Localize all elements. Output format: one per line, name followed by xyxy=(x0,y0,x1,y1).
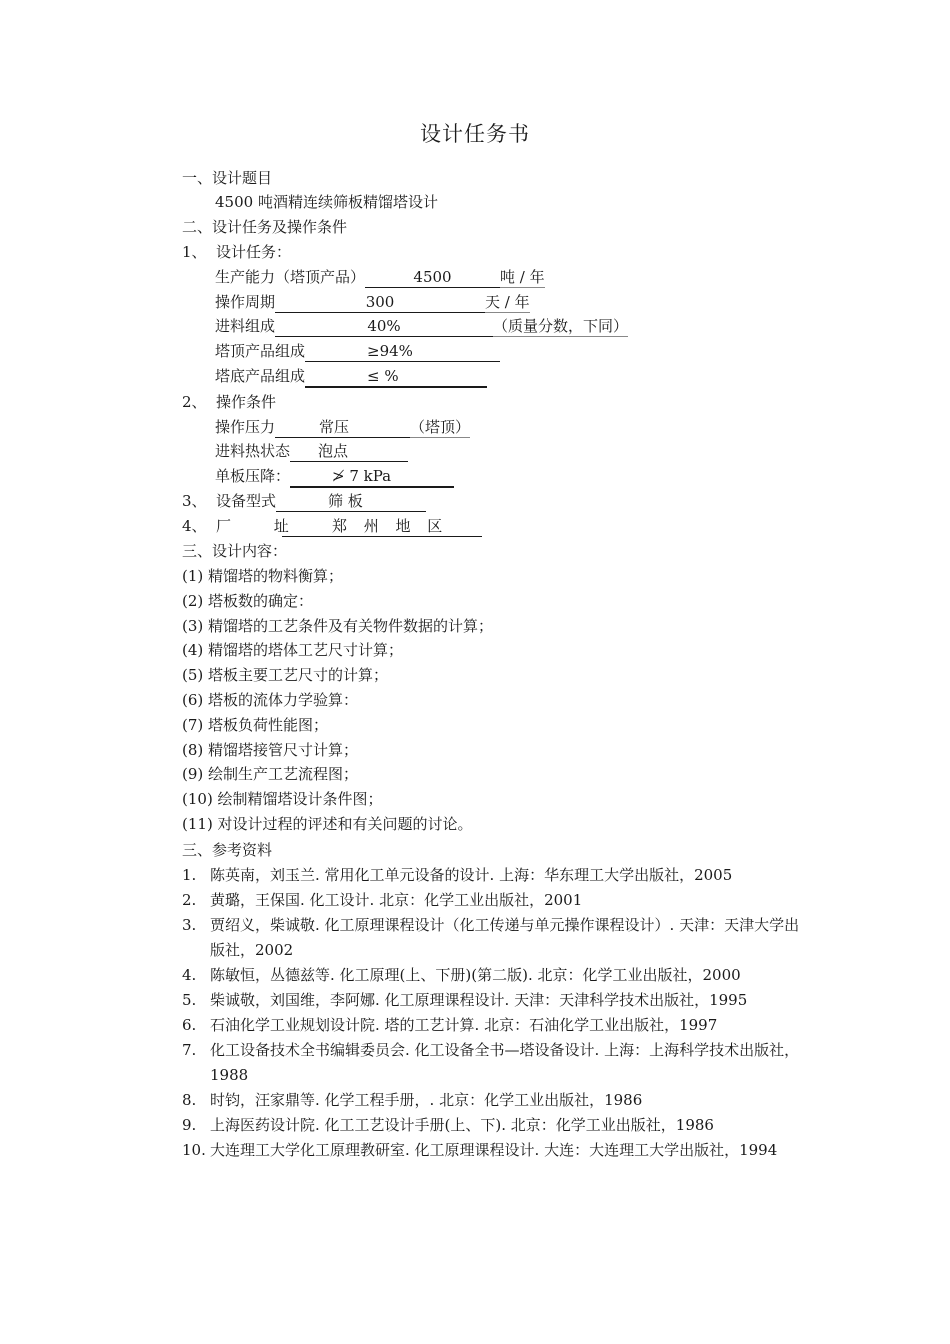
design-content-item: (4) 精馏塔的塔体工艺尺寸计算； xyxy=(182,641,404,660)
design-content-item: (7) 塔板负荷性能图； xyxy=(182,715,329,734)
design-topic: 4500 吨酒精连续筛板精馏塔设计 xyxy=(215,193,438,211)
thermal-state-value-line xyxy=(290,441,408,462)
thermal-state-row xyxy=(215,439,408,463)
conditions-heading-number: 2、 xyxy=(182,393,207,411)
reference-item xyxy=(182,1088,812,1113)
task-heading-number: 1、 xyxy=(182,243,207,261)
reference-item xyxy=(182,913,812,963)
reference-item xyxy=(182,988,812,1013)
reference-item xyxy=(182,888,812,913)
reference-number: 6. xyxy=(182,1016,197,1034)
pressure-row xyxy=(215,415,470,439)
reference-number: 5. xyxy=(182,991,197,1009)
equipment-value: 筛 板 xyxy=(328,492,363,510)
section-4-heading: 三、参考资料 xyxy=(182,841,273,859)
reference-item xyxy=(182,863,812,888)
reference-list xyxy=(182,863,812,1163)
equipment-label: 设备型式 xyxy=(216,492,277,510)
document-title: 设计任务书 xyxy=(420,122,530,146)
design-content-item: (11) 对设计过程的评述和有关问题的讨论。 xyxy=(182,814,473,833)
reference-number: 10. xyxy=(182,1141,206,1159)
reference-text: 大连理工大学化工原理教研室. 化工原理课程设计. 大连：大连理工大学出版社，1994 xyxy=(210,1141,778,1159)
reference-number: 7. xyxy=(182,1041,197,1059)
feed-value: 40% xyxy=(275,316,493,337)
conditions-heading: 操作条件 xyxy=(216,393,277,411)
pressure-drop-row xyxy=(215,464,454,488)
pressure-drop-value: ≯ 7 kPa xyxy=(332,467,392,485)
reference-item xyxy=(182,1138,812,1163)
period-unit: 天 / 年 xyxy=(485,293,530,311)
reference-text: 陈敏恒，丛德兹等. 化工原理(上、下册)(第二版). 北京：化学工业出版社，2000 xyxy=(210,966,741,984)
pressure-value-line xyxy=(275,417,410,438)
reference-item xyxy=(182,1038,812,1088)
bottom-product-row xyxy=(215,364,487,388)
bottom-product-value-line xyxy=(305,366,487,388)
site-row xyxy=(182,514,482,538)
thermal-state-label: 进料热状态 xyxy=(215,442,291,460)
design-content-item: (9) 绘制生产工艺流程图； xyxy=(182,765,359,784)
feed-note: （质量分数，下同） xyxy=(493,317,629,335)
section-3-heading: 三、设计内容： xyxy=(182,542,288,560)
design-content-item: (10) 绘制精馏塔设计条件图； xyxy=(182,790,383,809)
reference-item xyxy=(182,1013,812,1038)
reference-number: 1. xyxy=(182,866,197,884)
reference-number: 2. xyxy=(182,891,197,909)
reference-item xyxy=(182,1113,812,1138)
design-content-item: (1) 精馏塔的物料衡算； xyxy=(182,567,344,585)
pressure-note: （塔顶） xyxy=(410,418,471,436)
pressure-value: 常压 xyxy=(319,418,350,436)
design-content-item: (8) 精馏塔接管尺寸计算； xyxy=(182,740,359,759)
feed-row xyxy=(215,314,628,338)
reference-text: 陈英南，刘玉兰. 常用化工单元设备的设计. 上海：华东理工大学出版社，2005 xyxy=(210,866,733,884)
design-content-list xyxy=(182,564,493,837)
site-value-line xyxy=(282,516,482,537)
capacity-value: 4500 xyxy=(365,267,500,288)
reference-number: 9. xyxy=(182,1116,197,1134)
reference-text: 贾绍义，柴诚敬. 化工原理课程设计（化工传递与单元操作课程设计）. 天津：天津大学出版社，2002 xyxy=(210,916,800,959)
task-heading: 设计任务： xyxy=(216,243,292,261)
design-content-item: (6) 塔板的流体力学验算： xyxy=(182,690,359,709)
pressure-label: 操作压力 xyxy=(215,418,276,436)
bottom-product-label: 塔底产品组成 xyxy=(215,367,306,385)
feed-label: 进料组成 xyxy=(215,317,276,335)
site-value: 郑 州 地 区 xyxy=(332,517,449,535)
reference-text: 石油化学工业规划设计院. 塔的工艺计算. 北京：石油化学工业出版社，1997 xyxy=(210,1016,718,1034)
site-number: 4、 xyxy=(182,517,207,535)
period-row xyxy=(215,290,530,314)
design-content-item: (3) 精馏塔的工艺条件及有关物件数据的计算； xyxy=(182,616,494,635)
reference-text: 上海医药设计院. 化工工艺设计手册(上、下). 北京：化学工业出版社，1986 xyxy=(210,1116,714,1134)
reference-number: 4. xyxy=(182,966,197,984)
thermal-state-value: 泡点 xyxy=(318,442,349,460)
top-product-label: 塔顶产品组成 xyxy=(215,342,306,360)
reference-text: 黄璐，王保国. 化工设计. 北京：化学工业出版社，2001 xyxy=(210,891,583,909)
site-label: 厂 址 xyxy=(216,517,308,535)
equipment-row xyxy=(182,489,426,513)
pressure-drop-value-line xyxy=(290,466,454,488)
reference-number: 3. xyxy=(182,916,197,934)
design-content-item: (2) 塔板数的确定： xyxy=(182,591,314,610)
pressure-drop-label: 单板压降： xyxy=(215,467,291,485)
period-value: 300 xyxy=(275,292,485,313)
reference-item xyxy=(182,963,812,988)
design-content-item: (5) 塔板主要工艺尺寸的计算； xyxy=(182,666,389,685)
conditions-heading-row xyxy=(182,390,276,414)
section-2-heading: 二、设计任务及操作条件 xyxy=(182,218,348,236)
period-label: 操作周期 xyxy=(215,293,276,311)
bottom-product-value: ≤ % xyxy=(367,367,399,385)
capacity-row xyxy=(215,265,545,289)
equipment-value-line xyxy=(276,491,426,512)
reference-text: 柴诚敬，刘国维，李阿娜. 化工原理课程设计. 天津：天津科学技术出版社，1995 xyxy=(210,991,748,1009)
section-1-heading: 一、设计题目 xyxy=(182,169,273,187)
reference-number: 8. xyxy=(182,1091,197,1109)
equipment-number: 3、 xyxy=(182,492,207,510)
top-product-value: ≥94% xyxy=(367,342,413,360)
reference-text: 时钧，汪家鼎等. 化学工程手册，. 北京：化学工业出版社，1986 xyxy=(210,1091,643,1109)
top-product-row xyxy=(215,339,500,363)
top-product-value-line xyxy=(305,341,500,362)
reference-text: 化工设备技术全书编辑委员会. 化工设备全书—塔设备设计. 上海：上海科学技术出版社，1988 xyxy=(210,1041,800,1084)
capacity-label: 生产能力（塔顶产品） xyxy=(215,268,366,286)
capacity-unit: 吨 / 年 xyxy=(500,268,545,286)
task-heading-row xyxy=(182,240,291,264)
